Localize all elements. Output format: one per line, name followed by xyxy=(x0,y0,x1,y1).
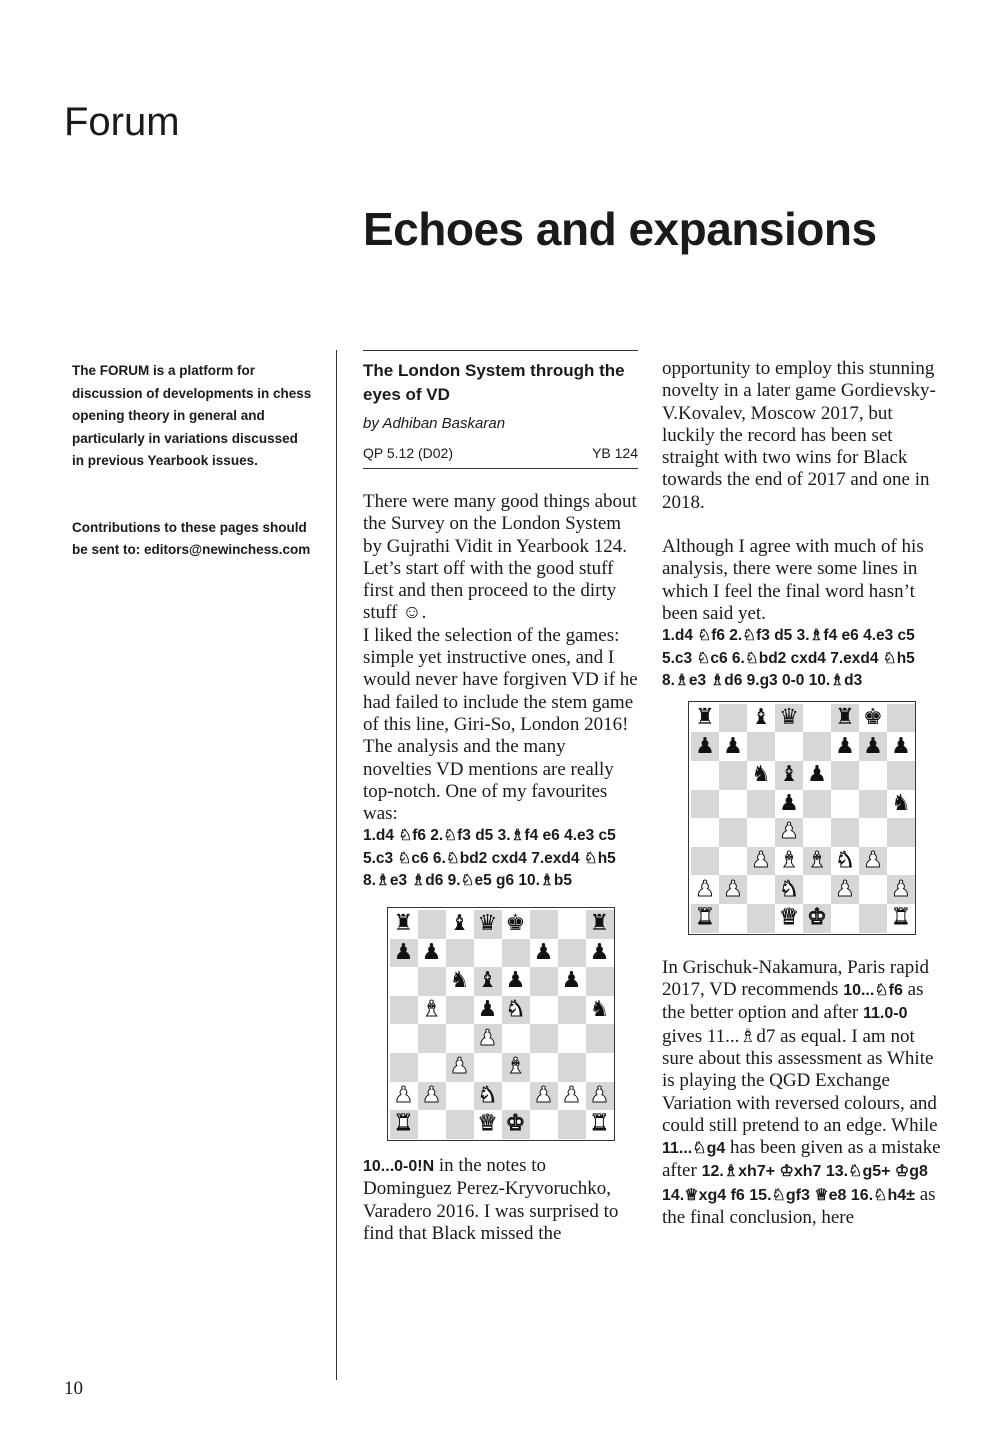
white-queen-icon: ♛ xyxy=(775,904,803,933)
sidebar-contributions: Contributions to these pages should be sent to: editors@newinchess.com xyxy=(72,519,311,557)
black-queen-icon: ♛ xyxy=(775,704,803,733)
novelty-move: 10...0-0!N xyxy=(363,1157,435,1175)
black-king-icon: ♚ xyxy=(502,910,530,939)
white-pawn-icon: ♟ xyxy=(747,847,775,876)
board-square xyxy=(474,1053,502,1082)
board-square xyxy=(446,939,474,968)
black-bishop-icon: ♝ xyxy=(446,910,474,939)
opening-code: QP 5.12 (D02) xyxy=(363,445,454,461)
chess-board-frame xyxy=(387,907,615,1141)
board-square xyxy=(530,1110,558,1139)
board-square xyxy=(558,996,586,1025)
board-square xyxy=(474,939,502,968)
black-rook-icon: ♜ xyxy=(691,704,719,733)
board-square xyxy=(390,967,418,996)
board-square xyxy=(390,996,418,1025)
board-square xyxy=(803,875,831,904)
board-square xyxy=(831,790,859,819)
board-square xyxy=(691,790,719,819)
text-segment: as the final conclusion, here xyxy=(662,1183,936,1229)
board-square xyxy=(586,1024,614,1053)
board-square xyxy=(859,790,887,819)
paragraph-novelty xyxy=(363,1155,638,1245)
black-pawn-icon: ♟ xyxy=(719,732,747,761)
text-segment: has been given as a mistake after xyxy=(662,1137,941,1182)
board-square xyxy=(803,818,831,847)
board-square xyxy=(859,904,887,933)
paragraph-agree: Although I agree with much of his analysis, there were some lines in which I feel the final word hasn’t been said yet. xyxy=(662,536,924,624)
board-square xyxy=(530,1053,558,1082)
board-square xyxy=(446,996,474,1025)
board-square xyxy=(803,790,831,819)
paragraph-intro: There were many good things about the Survey on the London System by Gujrathi Vidit in Yearbook 124. Let’s start off with the good stuff first and then proceed to the dirty stuff ☺. xyxy=(363,491,637,624)
paragraph-opportunity: opportunity to employ this stunning novelty in a later game Gordievsky-V.Kovalev, Moscow 2017, but luckily the record has been set straight with two wins for Black towards the end of 2017 and one in 2018. xyxy=(662,358,936,513)
board-square xyxy=(586,967,614,996)
white-knight-icon: ♞ xyxy=(502,996,530,1025)
black-pawn-icon: ♟ xyxy=(586,939,614,968)
board-square xyxy=(418,1110,446,1139)
move-segment: 10...♘f6 xyxy=(843,982,903,1000)
black-pawn-icon: ♟ xyxy=(530,939,558,968)
board-square xyxy=(747,875,775,904)
black-pawn-icon: ♟ xyxy=(859,732,887,761)
board-square xyxy=(831,818,859,847)
white-pawn-icon: ♟ xyxy=(418,1082,446,1111)
black-knight-icon: ♞ xyxy=(446,967,474,996)
board-square xyxy=(530,996,558,1025)
black-king-icon: ♚ xyxy=(859,704,887,733)
board-square xyxy=(558,939,586,968)
board-square xyxy=(747,904,775,933)
column-divider xyxy=(336,350,337,1380)
black-rook-icon: ♜ xyxy=(586,910,614,939)
box-author: by Adhiban Baskaran xyxy=(363,415,506,432)
white-knight-icon: ♞ xyxy=(831,847,859,876)
white-pawn-icon: ♟ xyxy=(691,875,719,904)
black-pawn-icon: ♟ xyxy=(418,939,446,968)
move-segment: 12.♗xh7+ ♔xh7 13.♘g5+ ♔g8 14.♕xg4 f6 15.♘gf3 ♕e8 16.♘h4± xyxy=(662,1163,928,1204)
board-square xyxy=(446,1110,474,1139)
board-square xyxy=(775,732,803,761)
board-square xyxy=(831,761,859,790)
moves-line-two: 1.d4 ♘f6 2.♘f3 d5 3.♗f4 e6 4.e3 c5 5.c3 ♘c6 6.♘bd2 cxd4 7.exd4 ♘h5 8.♗e3 ♗d6 9.g3 0-0 10.♗d3 xyxy=(662,627,915,690)
white-bishop-icon: ♝ xyxy=(418,996,446,1025)
board-square xyxy=(719,847,747,876)
white-king-icon: ♚ xyxy=(803,904,831,933)
diagram-one xyxy=(363,907,638,1141)
black-knight-icon: ♞ xyxy=(586,996,614,1025)
black-pawn-icon: ♟ xyxy=(831,732,859,761)
black-rook-icon: ♜ xyxy=(390,910,418,939)
box-codes xyxy=(363,443,638,468)
board-square xyxy=(418,1053,446,1082)
board-square xyxy=(719,818,747,847)
black-pawn-icon: ♟ xyxy=(887,732,915,761)
board-square xyxy=(747,790,775,819)
black-rook-icon: ♜ xyxy=(831,704,859,733)
article-title: Echoes and expansions xyxy=(363,203,877,255)
board-square xyxy=(859,761,887,790)
board-square xyxy=(530,967,558,996)
box-top-rule xyxy=(363,350,638,351)
board-square xyxy=(719,790,747,819)
white-knight-icon: ♞ xyxy=(775,875,803,904)
section-label: Forum xyxy=(64,100,180,144)
paragraph-grischuk xyxy=(662,957,942,1230)
board-square xyxy=(719,904,747,933)
board-square xyxy=(558,910,586,939)
board-square xyxy=(859,875,887,904)
white-rook-icon: ♜ xyxy=(390,1110,418,1139)
board-square xyxy=(502,1082,530,1111)
board-square xyxy=(719,761,747,790)
chess-board-two xyxy=(691,704,915,933)
move-segment: 11.0-0 xyxy=(863,1005,908,1023)
chess-board-one xyxy=(390,910,614,1139)
black-pawn-icon: ♟ xyxy=(691,732,719,761)
text-segment: gives 11...♗d7 as equal. I am not sure about this assessment as White is playing the QGD Exchange Variation with reversed colours, and could still pretend to an edge. While xyxy=(662,1025,938,1136)
board-square xyxy=(390,1024,418,1053)
board-square xyxy=(719,704,747,733)
white-pawn-icon: ♟ xyxy=(887,875,915,904)
board-square xyxy=(558,1053,586,1082)
paragraph-selection: I liked the selection of the games: simple yet instructive ones, and I would never have forgiven VD if he had failed to include the stem game of this line, Giri-So, London 2016! xyxy=(363,624,638,735)
board-square xyxy=(747,818,775,847)
board-square xyxy=(831,904,859,933)
white-bishop-icon: ♝ xyxy=(775,847,803,876)
box-bottom-rule xyxy=(363,468,638,469)
white-pawn-icon: ♟ xyxy=(586,1082,614,1111)
black-pawn-icon: ♟ xyxy=(474,996,502,1025)
white-king-icon: ♚ xyxy=(502,1110,530,1139)
white-pawn-icon: ♟ xyxy=(831,875,859,904)
moves-line-one: 1.d4 ♘f6 2.♘f3 d5 3.♗f4 e6 4.e3 c5 5.c3 ♘c6 6.♘bd2 cxd4 7.exd4 ♘h5 8.♗e3 ♗d6 9.♘e5 g6 10.♗b5 xyxy=(363,827,616,890)
black-pawn-icon: ♟ xyxy=(803,761,831,790)
diagram-two xyxy=(662,701,942,935)
board-square xyxy=(586,1053,614,1082)
move-segment: 11...♘g4 xyxy=(662,1140,726,1158)
yearbook-code: YB 124 xyxy=(592,445,638,461)
board-square xyxy=(418,910,446,939)
board-square xyxy=(502,1024,530,1053)
white-pawn-icon: ♟ xyxy=(558,1082,586,1111)
board-square xyxy=(887,704,915,733)
white-knight-icon: ♞ xyxy=(474,1082,502,1111)
column-two xyxy=(662,358,942,1229)
white-pawn-icon: ♟ xyxy=(775,818,803,847)
black-pawn-icon: ♟ xyxy=(390,939,418,968)
white-queen-icon: ♛ xyxy=(474,1110,502,1139)
board-square xyxy=(418,967,446,996)
board-square xyxy=(558,1110,586,1139)
board-square xyxy=(691,818,719,847)
board-square xyxy=(887,847,915,876)
board-square xyxy=(691,847,719,876)
board-square xyxy=(803,704,831,733)
column-one xyxy=(363,350,638,1245)
board-square xyxy=(859,818,887,847)
black-pawn-icon: ♟ xyxy=(558,967,586,996)
page-number: 10 xyxy=(64,1378,83,1399)
white-rook-icon: ♜ xyxy=(586,1110,614,1139)
board-square xyxy=(887,761,915,790)
board-square xyxy=(530,1024,558,1053)
board-square xyxy=(390,1053,418,1082)
novelty-text: in the notes to Dominguez Perez-Kryvoruchko, Varadero 2016. I was surprised to find that Black missed the xyxy=(363,1154,619,1244)
white-pawn-icon: ♟ xyxy=(859,847,887,876)
paragraph-analysis: The analysis and the many novelties VD mentions are really top-notch. One of my favourites was: xyxy=(363,736,614,825)
box-title: The London System through the eyes of VD xyxy=(363,361,625,404)
white-rook-icon: ♜ xyxy=(887,904,915,933)
black-bishop-icon: ♝ xyxy=(474,967,502,996)
board-square xyxy=(803,732,831,761)
white-pawn-icon: ♟ xyxy=(719,875,747,904)
black-pawn-icon: ♟ xyxy=(502,967,530,996)
text-segment: In Grischuk-Nakamura, Paris rapid 2017, VD recommends xyxy=(662,956,929,1001)
black-bishop-icon: ♝ xyxy=(775,761,803,790)
white-pawn-icon: ♟ xyxy=(390,1082,418,1111)
board-square xyxy=(558,1024,586,1053)
board-square xyxy=(887,818,915,847)
white-pawn-icon: ♟ xyxy=(474,1024,502,1053)
black-queen-icon: ♛ xyxy=(474,910,502,939)
chess-board-frame xyxy=(688,701,916,935)
board-square xyxy=(418,1024,446,1053)
sidebar xyxy=(72,360,312,606)
board-square xyxy=(502,939,530,968)
board-square xyxy=(691,761,719,790)
board-square xyxy=(446,1024,474,1053)
board-square xyxy=(530,910,558,939)
board-square xyxy=(747,732,775,761)
white-rook-icon: ♜ xyxy=(691,904,719,933)
board-square xyxy=(446,1082,474,1111)
sidebar-intro: The FORUM is a platform for discussion of developments in chess opening theory in general and particularly in variations discussed in previous Yearbook issues. xyxy=(72,363,312,468)
white-bishop-icon: ♝ xyxy=(502,1053,530,1082)
white-pawn-icon: ♟ xyxy=(446,1053,474,1082)
black-knight-icon: ♞ xyxy=(887,790,915,819)
white-pawn-icon: ♟ xyxy=(530,1082,558,1111)
black-bishop-icon: ♝ xyxy=(747,704,775,733)
black-pawn-icon: ♟ xyxy=(775,790,803,819)
black-knight-icon: ♞ xyxy=(747,761,775,790)
text-segment: as the better option and after xyxy=(662,979,924,1024)
white-bishop-icon: ♝ xyxy=(803,847,831,876)
